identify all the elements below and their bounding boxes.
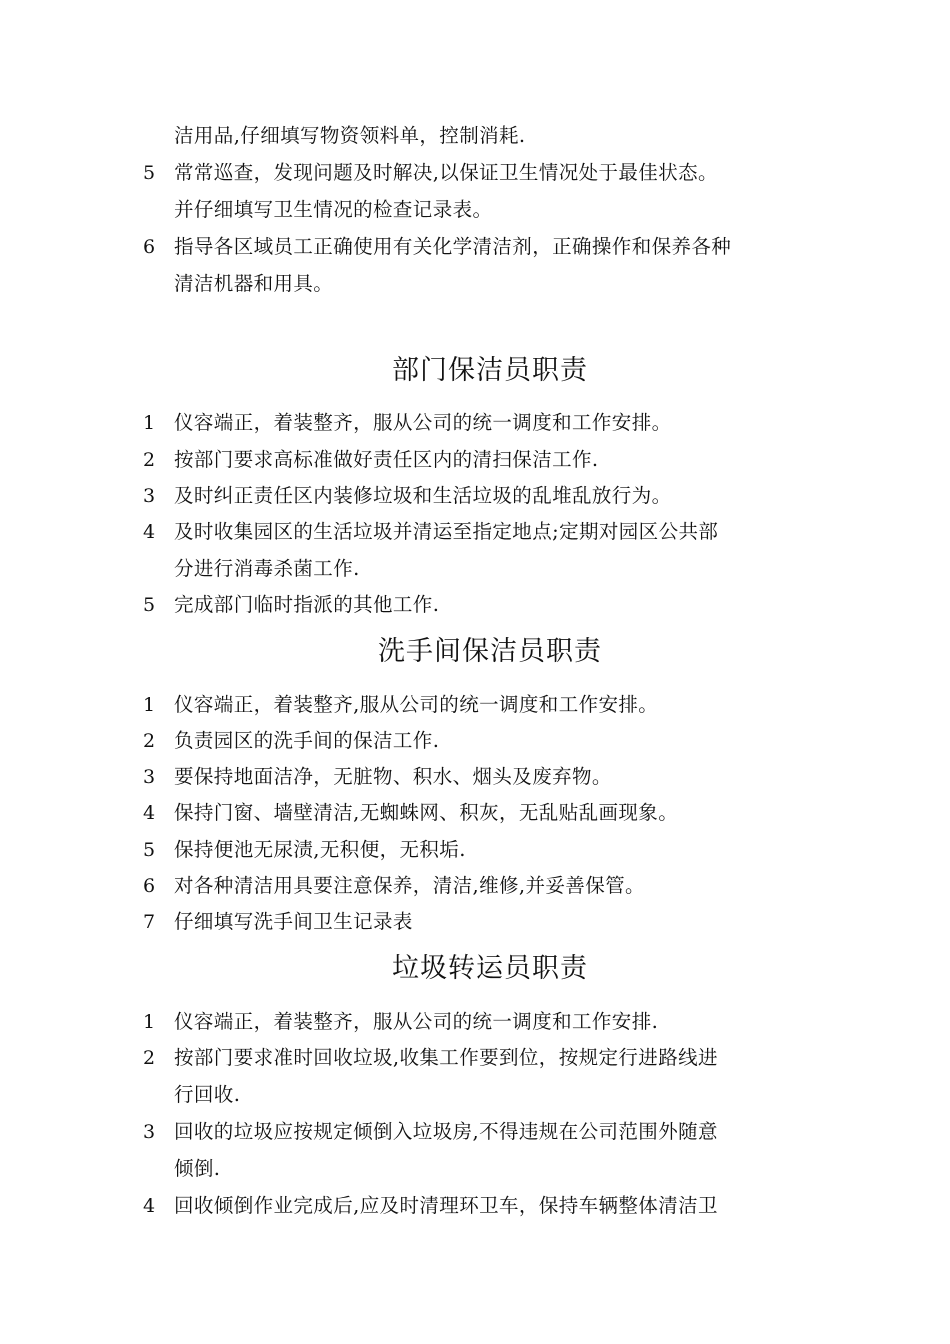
list-item-text: 倾倒.	[174, 1157, 221, 1180]
list-item-text: 分进行消毒杀菌工作.	[174, 557, 360, 580]
list-item-number: 1	[143, 694, 156, 716]
section-title: 洗手间保洁员职责	[378, 636, 602, 667]
list-item-text: 仪容端正，着装整齐，服从公司的统一调度和工作安排。	[174, 411, 672, 434]
list-item-text: 指导各区域员工正确使用有关化学清洁剂，正确操作和保养各种	[174, 235, 732, 258]
list-item-number: 4	[143, 1195, 156, 1217]
list-item-number: 5	[143, 162, 156, 184]
list-item-text: 保持门窗、墙壁清洁,无蜘蛛网、积灰，无乱贴乱画现象。	[174, 801, 679, 824]
list-item-text: 及时纠正责任区内装修垃圾和生活垃圾的乱堆乱放行为。	[174, 484, 672, 507]
list-item-text: 按部门要求高标准做好责任区内的清扫保洁工作.	[174, 448, 599, 471]
list-item-number: 3	[143, 1121, 156, 1143]
list-item-number: 4	[143, 802, 156, 824]
list-item-text: 负责园区的洗手间的保洁工作.	[174, 729, 440, 752]
list-item-text: 行回收.	[174, 1083, 241, 1106]
list-item-text: 要保持地面洁净，无脏物、积水、烟头及废弃物。	[174, 765, 612, 788]
list-item-number: 2	[143, 449, 156, 471]
list-item-number: 1	[143, 412, 156, 434]
list-item-number: 5	[143, 839, 156, 861]
section-title: 部门保洁员职责	[392, 355, 588, 386]
list-item-number: 2	[143, 730, 156, 752]
list-item-text: 保持便池无尿渍,无积便，无积垢.	[174, 838, 466, 861]
list-item-number: 6	[143, 875, 156, 897]
list-item-number: 4	[143, 521, 156, 543]
list-item-text: 清洁机器和用具。	[174, 272, 334, 295]
list-item-text: 回收的垃圾应按规定倾倒入垃圾房,不得违规在公司范围外随意	[174, 1120, 718, 1143]
list-item-text: 完成部门临时指派的其他工作.	[174, 593, 440, 616]
list-item-text: 回收倾倒作业完成后,应及时清理环卫车，保持车辆整体清洁卫	[174, 1194, 718, 1217]
list-item-text: 仪容端正，着装整齐,服从公司的统一调度和工作安排。	[174, 693, 659, 716]
list-item-text: 仪容端正，着装整齐，服从公司的统一调度和工作安排.	[174, 1010, 659, 1033]
list-item-text: 对各种清洁用具要注意保养，清洁,维修,并妥善保管。	[174, 874, 645, 897]
list-item-text: 按部门要求准时回收垃圾,收集工作要到位，按规定行进路线进	[174, 1046, 718, 1069]
list-item-number: 7	[143, 911, 156, 933]
list-item-number: 6	[143, 236, 156, 258]
list-item-number: 1	[143, 1011, 156, 1033]
list-item-number: 3	[143, 766, 156, 788]
list-item-number: 3	[143, 485, 156, 507]
list-item-number: 5	[143, 594, 156, 616]
section-title: 垃圾转运员职责	[392, 953, 588, 984]
list-item-text: 洁用品,仔细填写物资领料单，控制消耗.	[174, 124, 526, 147]
list-item-text: 及时收集园区的生活垃圾并清运至指定地点;定期对园区公共部	[174, 520, 719, 543]
list-item-text: 仔细填写洗手间卫生记录表	[174, 910, 413, 933]
list-item-text: 并仔细填写卫生情况的检查记录表。	[174, 198, 493, 221]
list-item-number: 2	[143, 1047, 156, 1069]
list-item-text: 常常巡查，发现问题及时解决,以保证卫生情况处于最佳状态。	[174, 161, 718, 184]
